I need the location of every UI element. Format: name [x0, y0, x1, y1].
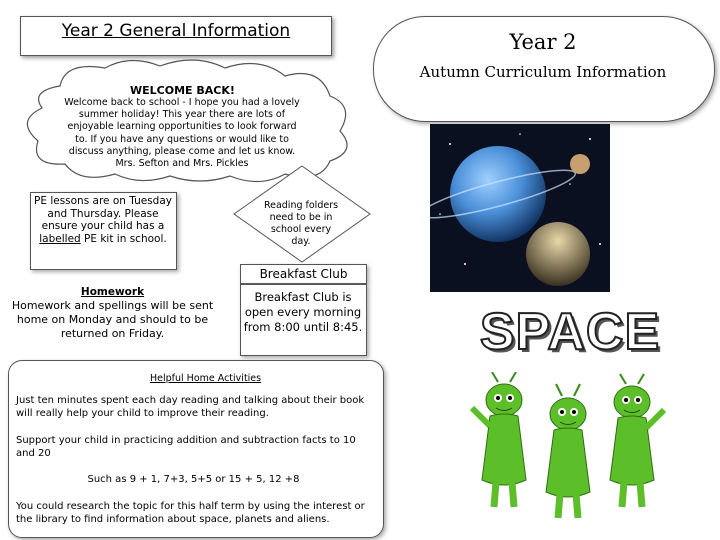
title-box: [20, 16, 332, 56]
breakfast-title: Breakfast Club: [240, 264, 367, 284]
topic-title: SPACE: [479, 303, 661, 361]
pe-text: [34, 195, 172, 245]
space-image: [430, 124, 610, 292]
page-title: Year 2 General Information: [61, 21, 291, 41]
reading-text: Reading folders need to be in school every day.: [263, 200, 339, 247]
pe-text-2: PE kit in school.: [80, 232, 167, 245]
alien-middle: [546, 384, 590, 518]
small-planet: [570, 154, 590, 174]
aliens-image: [470, 372, 670, 522]
welcome-heading: WELCOME BACK!: [130, 84, 235, 97]
curriculum-subtitle: Autumn Curriculum Information: [419, 63, 667, 81]
moon: [526, 222, 590, 286]
alien-left: [472, 372, 526, 507]
help-reading: Just ten minutes spent each day reading and talking about their book will really help your child to improve their reading.: [16, 395, 365, 419]
welcome-text: Welcome back to school - I hope you had a lovely summer holiday! This year there are lots of enjoyable learning opportunities to look forward to. If you have any questions or would like to discuss anything, please come and let us know. Mrs. Sefton and Mrs. Pickles: [64, 97, 300, 170]
blue-planet: [450, 146, 546, 242]
pe-text-1: PE lessons are on Tuesday and Thursday. Please ensure your child has a: [34, 195, 172, 232]
alien-right: [610, 374, 664, 507]
breakfast-text: Breakfast Club is open every morning from 8:00 until 8:45.: [243, 290, 363, 334]
pe-text-underlined: labelled: [39, 232, 81, 245]
homework-text: Homework and spellings will be sent home on Monday and should to be returned on Friday.: [11, 299, 214, 340]
help-research: You could research the topic for this half term by using the interest or the library to find information about space, planets and aliens.: [16, 501, 365, 525]
help-examples: Such as 9 + 1, 7+3, 5+5 or 15 + 5, 12 +8: [87, 474, 300, 485]
help-title: Helpful Home Activities: [150, 373, 262, 384]
year-heading: Year 2: [509, 30, 577, 54]
homework-title: Homework: [80, 286, 145, 298]
help-maths: Support your child in practicing addition and subtraction facts to 10 and 20: [16, 435, 356, 459]
